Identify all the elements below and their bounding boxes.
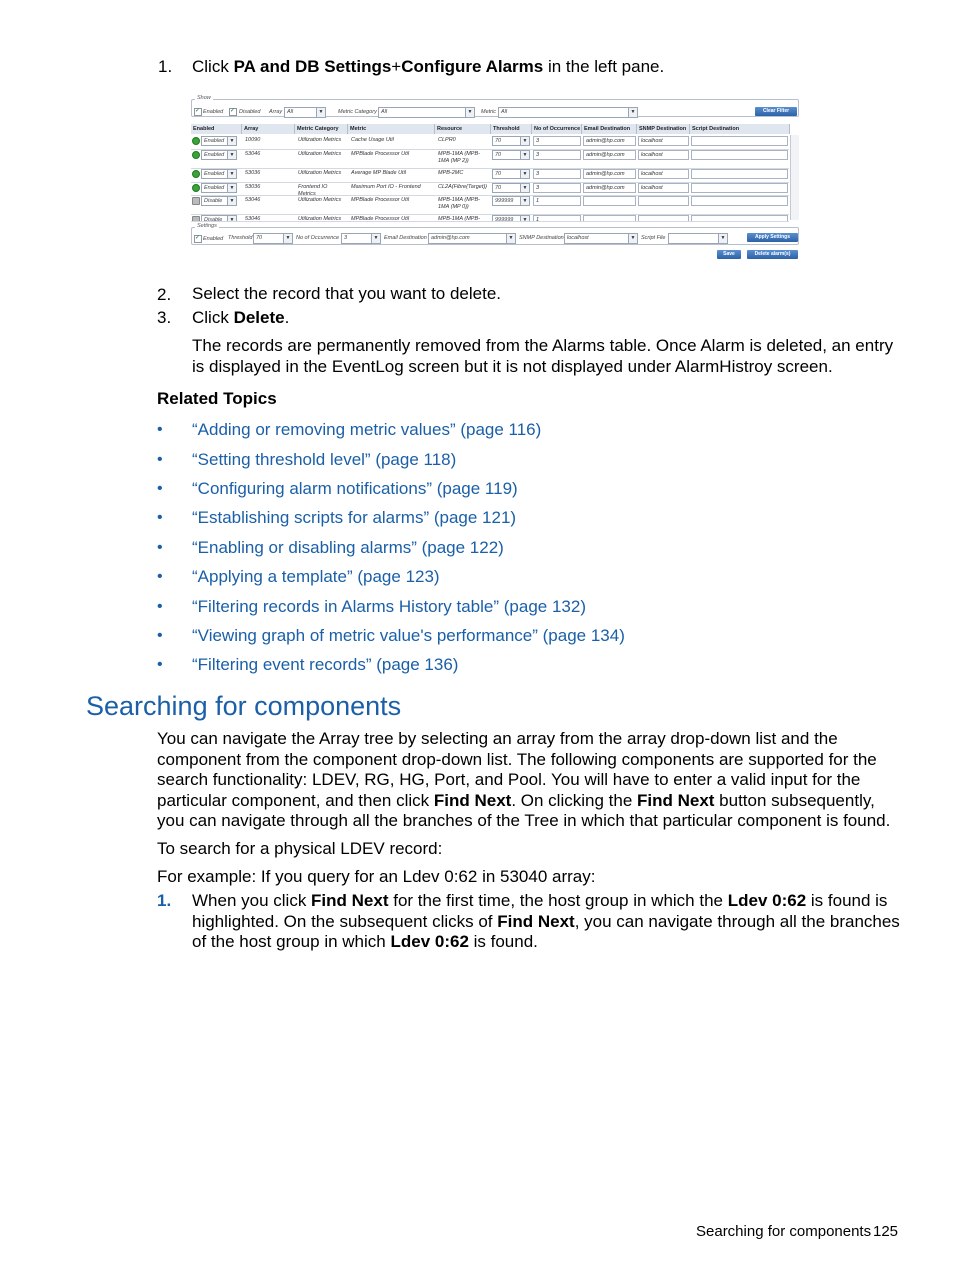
step-1-number: 1. <box>158 57 173 76</box>
cell-category: Utilization Metrics <box>298 170 342 176</box>
cell-resource: CLPR0 <box>438 137 456 143</box>
chevron-down-icon: ▼ <box>520 151 529 159</box>
row-snmp-input[interactable] <box>638 136 689 146</box>
row-email-input[interactable] <box>583 169 636 179</box>
cell-category: Utilization Metrics <box>298 137 342 143</box>
step-1-text <box>192 57 664 78</box>
row-threshold-select[interactable] <box>492 183 530 193</box>
row-email-input[interactable] <box>583 136 636 146</box>
row-status-select[interactable] <box>201 196 237 206</box>
row-script-input[interactable] <box>691 150 788 160</box>
chevron-down-icon: ▼ <box>465 108 474 117</box>
cell-metric: Maximum Port IO - Frontend <box>351 184 421 190</box>
settings-enabled-label: Enabled <box>203 236 224 242</box>
ex1-ldev: Ldev 0:62 <box>727 891 807 910</box>
table-row[interactable] <box>191 214 789 222</box>
ex1-t2: for the first time, the host group in which the <box>388 891 728 910</box>
email-destination-label: Email Destination <box>384 235 427 241</box>
column-header[interactable]: Enabled <box>191 124 242 134</box>
row-snmp-input[interactable] <box>638 215 689 222</box>
bullet-icon: • <box>157 480 163 497</box>
cell-array: 53046 <box>245 151 261 157</box>
delete-alarms-button[interactable]: Delete alarm(s) <box>747 250 798 259</box>
related-topic-link[interactable]: “Setting threshold level” (page 118) <box>192 450 457 469</box>
disabled-status-icon <box>192 197 200 205</box>
row-email-input[interactable] <box>583 150 636 160</box>
table-row[interactable] <box>191 135 789 150</box>
metric-filter-select[interactable] <box>498 107 638 118</box>
row-snmp-input[interactable] <box>638 169 689 179</box>
threshold-label: Threshold <box>228 235 253 241</box>
step-1-post: in the left pane. <box>543 57 665 76</box>
row-status-value: Disable <box>204 217 223 222</box>
row-threshold-value: 999999 <box>495 217 514 222</box>
metric-filter-value: All <box>501 109 508 115</box>
bullet-icon: • <box>157 656 163 673</box>
chevron-down-icon: ▼ <box>227 170 236 178</box>
cell-resource: MPB-1MA (MPB- <box>438 216 480 222</box>
ex1-find-next: Find Next <box>311 891 389 910</box>
column-header[interactable]: Email Destination <box>582 124 637 134</box>
related-topic-link[interactable]: “Filtering records in Alarms History table” (page 132) <box>192 597 586 616</box>
array-filter-label: Array <box>269 109 283 115</box>
threshold-select[interactable] <box>253 233 293 244</box>
search-intro-paragraph <box>157 729 902 832</box>
row-occurrence-value: 3 <box>536 152 540 158</box>
related-topic-link[interactable]: “Filtering event records” (page 136) <box>192 655 459 674</box>
step-1-plus: + <box>391 57 402 76</box>
cell-category: Frontend IO Metrics <box>298 184 328 196</box>
chevron-down-icon: ▼ <box>227 184 236 192</box>
disabled-status-icon <box>192 216 200 222</box>
related-topic-link[interactable]: “Applying a template” (page 123) <box>192 567 440 586</box>
bullet-icon: • <box>157 598 163 615</box>
table-row[interactable] <box>191 195 789 215</box>
row-script-input[interactable] <box>691 215 788 222</box>
step-3-post: . <box>284 308 290 327</box>
column-header[interactable]: Threshold <box>491 124 532 134</box>
table-row[interactable] <box>191 182 789 196</box>
column-header[interactable]: No of Occurrence <box>534 126 581 132</box>
cell-category: Utilization Metrics <box>298 197 342 203</box>
chevron-down-icon: ▼ <box>316 108 325 117</box>
related-topic-link[interactable]: “Establishing scripts for alarms” (page 121) <box>192 508 517 527</box>
column-header[interactable]: Metric <box>348 124 435 134</box>
row-email-value: admin@hp.com <box>586 185 625 191</box>
row-occurrence-value: 3 <box>536 185 540 191</box>
enabled-status-icon <box>192 151 200 159</box>
row-status-select[interactable] <box>201 183 237 193</box>
column-header[interactable]: Metric Category <box>295 124 348 134</box>
cell-resource: MPB-2MC <box>438 170 464 176</box>
settings-enabled-checkbox[interactable] <box>194 235 202 243</box>
disabled-filter-checkbox[interactable] <box>229 108 237 116</box>
cell-resource: MPB-1MA (MPB-1MA (MP 2)) <box>438 151 480 164</box>
row-status-select[interactable] <box>201 150 237 160</box>
row-threshold-select[interactable] <box>492 215 530 222</box>
settings-legend: Settings <box>197 223 217 229</box>
step-2-number: 2. <box>157 285 172 304</box>
enabled-status-icon <box>192 170 200 178</box>
row-occurrence-input[interactable] <box>533 183 581 193</box>
row-occurrence-input[interactable] <box>533 196 581 206</box>
step-3-delete: Delete <box>233 308 285 327</box>
disabled-filter-label: Disabled <box>239 109 261 115</box>
example-step-text <box>192 891 902 953</box>
row-snmp-value: localhost <box>641 152 663 158</box>
step-1-submenu-item: Configure Alarms <box>401 57 544 76</box>
row-occurrence-value: 1 <box>536 217 540 222</box>
cell-array: 10090 <box>245 137 261 143</box>
row-snmp-value: localhost <box>641 171 663 177</box>
row-status-value: Enabled <box>204 171 225 177</box>
related-topic-link[interactable]: “Viewing graph of metric value's performance” (page 134) <box>192 626 625 645</box>
row-status-select[interactable] <box>201 136 237 146</box>
email-destination-value: admin@hp.com <box>431 235 470 241</box>
related-topic-link[interactable]: “Configuring alarm notifications” (page 119) <box>192 479 518 498</box>
para1-mid: . On clicking the <box>511 790 637 810</box>
cell-metric: Cache Usage Util <box>351 137 394 143</box>
cell-array: 53036 <box>245 170 261 176</box>
row-occurrence-value: 1 <box>536 198 540 204</box>
example-step-number: 1. <box>157 891 172 910</box>
row-status-value: Enabled <box>204 138 225 144</box>
related-topic-link[interactable]: “Adding or removing metric values” (page 116) <box>192 420 542 439</box>
row-occurrence-input[interactable] <box>533 169 581 179</box>
row-threshold-value: 999999 <box>495 198 514 204</box>
ex1-find-next-2: Find Next <box>497 911 575 931</box>
occurrence-value: 3 <box>344 235 348 241</box>
footer-title: Searching for components <box>696 1223 872 1240</box>
row-status-select[interactable] <box>201 215 237 222</box>
metric-filter-label: Metric <box>481 109 496 115</box>
row-email-input[interactable] <box>583 183 636 193</box>
ex1-t1: When you click <box>192 891 312 910</box>
chevron-down-icon: ▼ <box>227 197 236 205</box>
step-3-paragraph: The records are permanently removed from the Alarms table. Once Alarm is deleted, an entry is displayed in the EventLog screen but it is not displayed under AlarmHistroy screen. <box>192 336 894 376</box>
para1-find-next: Find Next <box>433 790 512 810</box>
enabled-status-icon <box>192 184 200 192</box>
enabled-filter-label: Enabled <box>203 109 224 115</box>
step-3-text <box>192 308 289 329</box>
row-script-input[interactable] <box>691 183 788 193</box>
row-email-input[interactable] <box>583 215 636 222</box>
row-threshold-value: 70 <box>495 138 502 144</box>
script-file-select[interactable] <box>668 233 728 244</box>
row-status-select[interactable] <box>201 169 237 179</box>
snmp-destination-label: SNMP Destination <box>519 235 564 241</box>
cell-resource: CL2A(Fibre(Target)) <box>438 184 488 190</box>
cell-metric: Average MP Blade Util <box>351 170 407 176</box>
cell-metric: MPBlade Processor Util <box>351 151 410 157</box>
step-3-number: 3. <box>157 308 172 327</box>
cell-array: 53036 <box>245 184 261 190</box>
snmp-destination-select[interactable] <box>564 233 638 244</box>
step-1-menu-item: PA and DB Settings <box>233 57 392 76</box>
table-row[interactable] <box>191 149 789 169</box>
ldev-search-intro: To search for a physical LDEV record: <box>157 839 443 858</box>
row-threshold-value: 70 <box>495 171 502 177</box>
occurrence-select[interactable] <box>341 233 381 244</box>
metric-category-filter-label: Metric Category <box>338 109 377 115</box>
row-script-input[interactable] <box>691 196 788 206</box>
row-threshold-select[interactable] <box>492 150 530 160</box>
row-threshold-value: 70 <box>495 185 502 191</box>
email-destination-select[interactable] <box>428 233 516 244</box>
ex1-t3: is found is highlighted. On the subsequent clicks of <box>192 891 888 931</box>
cell-metric: MPBlade Processor Util <box>351 197 410 203</box>
column-header[interactable]: Array <box>242 124 295 134</box>
cell-array: 53046 <box>245 197 261 203</box>
step-2-text: Select the record that you want to delete. <box>192 284 502 303</box>
row-snmp-input[interactable] <box>638 150 689 160</box>
row-email-value: admin@hp.com <box>586 138 625 144</box>
metric-category-filter-value: All <box>381 109 388 115</box>
occurrence-label: No of Occurrence <box>296 235 340 241</box>
row-email-value: admin@hp.com <box>586 152 625 158</box>
chevron-down-icon: ▼ <box>283 234 292 243</box>
para1-post: button subsequently, you can navigate through all the branches of the Tree in which that particular component is found. <box>157 790 891 831</box>
para1-find-next-2: Find Next <box>637 790 715 810</box>
row-snmp-input[interactable] <box>638 196 689 206</box>
row-snmp-value: localhost <box>641 138 663 144</box>
cell-category: Utilization Metrics <box>298 151 342 157</box>
chevron-down-icon: ▼ <box>628 108 637 117</box>
section-title: Searching for components <box>86 691 402 721</box>
page-number: 125 <box>873 1223 899 1240</box>
step-1-pre: Click <box>192 57 234 76</box>
row-snmp-input[interactable] <box>638 183 689 193</box>
chevron-down-icon: ▼ <box>520 197 529 205</box>
row-threshold-select[interactable] <box>492 136 530 146</box>
chevron-down-icon: ▼ <box>506 234 515 243</box>
chevron-down-icon: ▼ <box>227 137 236 145</box>
row-script-input[interactable] <box>691 136 788 146</box>
row-occurrence-input[interactable] <box>533 150 581 160</box>
row-threshold-select[interactable] <box>492 196 530 206</box>
row-status-value: Disable <box>204 198 223 204</box>
row-snmp-value: localhost <box>641 185 663 191</box>
bullet-icon: • <box>157 627 163 644</box>
bullet-icon: • <box>157 421 163 438</box>
enabled-status-icon <box>192 137 200 145</box>
cell-array: 53046 <box>245 216 261 222</box>
metric-category-filter-select[interactable] <box>378 107 475 118</box>
cell-resource: MPB-1MA (MPB-1MA (MP 0)) <box>438 197 480 210</box>
row-occurrence-input[interactable] <box>533 136 581 146</box>
table-row[interactable] <box>191 168 789 183</box>
chevron-down-icon: ▼ <box>628 234 637 243</box>
ex1-t4: , you can navigate through all the branches of the host group in which <box>192 911 900 952</box>
array-filter-value: All <box>287 109 294 115</box>
clear-filter-button[interactable]: Clear Filter <box>755 107 797 116</box>
chevron-down-icon: ▼ <box>371 234 380 243</box>
step-3-pre: Click <box>192 308 234 327</box>
array-filter-select[interactable] <box>284 107 326 118</box>
threshold-value: 70 <box>256 235 263 241</box>
bullet-icon: • <box>157 509 163 526</box>
row-occurrence-value: 3 <box>536 138 540 144</box>
bullet-icon: • <box>157 568 163 585</box>
configure-alarms-screenshot <box>191 95 800 261</box>
cell-category: Utilization Metrics <box>298 216 342 222</box>
bullet-icon: • <box>157 451 163 468</box>
row-email-value: admin@hp.com <box>586 171 625 177</box>
row-status-value: Enabled <box>204 152 225 158</box>
snmp-destination-value: localhost <box>567 235 589 241</box>
bullet-icon: • <box>157 539 163 556</box>
row-status-value: Enabled <box>204 185 225 191</box>
cell-metric: MPBlade Processor Util <box>351 216 410 222</box>
row-script-input[interactable] <box>691 169 788 179</box>
column-header[interactable]: SNMP Destination <box>637 124 690 134</box>
ex1-t5: is found. <box>468 932 538 952</box>
column-header[interactable]: Resource <box>435 124 491 134</box>
ex1-ldev-2: Ldev 0:62 <box>390 932 469 952</box>
table-scrollbar[interactable] <box>790 135 799 220</box>
related-topic-link[interactable]: “Enabling or disabling alarms” (page 122) <box>192 538 504 557</box>
row-email-input[interactable] <box>583 196 636 206</box>
chevron-down-icon: ▼ <box>718 234 727 243</box>
para1-pre: You can navigate the Array tree by selecting an array from the array drop-down list and the component from the component drop-down list. The following components are supported for the search functionality: LDEV, RG, HG, Port, and Pool. You will have to enter a valid input for the particular component, and then click <box>157 729 877 810</box>
example-intro: For example: If you query for an Ldev 0:62 in 53040 array: <box>157 867 596 886</box>
column-header[interactable]: Script Destination <box>690 124 790 134</box>
chevron-down-icon: ▼ <box>227 216 236 222</box>
row-occurrence-input[interactable] <box>533 215 581 222</box>
row-threshold-select[interactable] <box>492 169 530 179</box>
row-occurrence-value: 3 <box>536 171 540 177</box>
script-file-label: Script File <box>641 235 666 241</box>
chevron-down-icon: ▼ <box>227 151 236 159</box>
row-threshold-value: 70 <box>495 152 502 158</box>
chevron-down-icon: ▼ <box>520 216 529 222</box>
enabled-filter-checkbox[interactable] <box>194 108 202 116</box>
save-button[interactable]: Save <box>717 250 741 259</box>
chevron-down-icon: ▼ <box>520 184 529 192</box>
related-topics-heading: Related Topics <box>157 389 277 408</box>
chevron-down-icon: ▼ <box>520 170 529 178</box>
show-legend: Show <box>197 95 211 101</box>
apply-settings-button[interactable]: Apply Settings <box>747 233 798 242</box>
chevron-down-icon: ▼ <box>520 137 529 145</box>
